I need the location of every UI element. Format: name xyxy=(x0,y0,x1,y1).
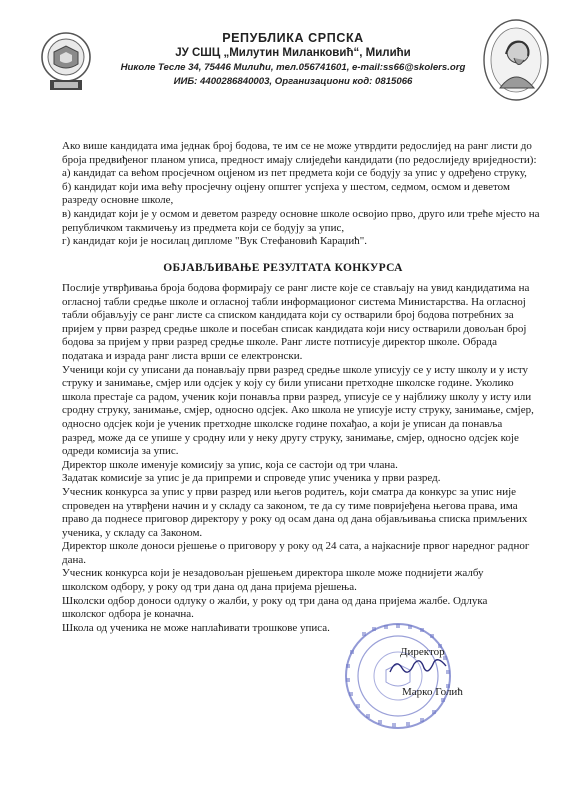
text-line: пријем у први разред средње школе и посебан списак кандидата који нису остварили довољан број xyxy=(62,322,527,335)
school-crest-logo xyxy=(40,30,92,94)
text-line: Учесник конкурса који је незадовољан рјешењем директора школе може поднијети жалбу xyxy=(62,567,484,580)
text-line: струку и занимање, смјер или одсјек у коју су били уписани претходне школске године. Уколико xyxy=(62,377,514,390)
director-name: Марко Голић xyxy=(402,686,463,698)
handwritten-signature xyxy=(388,654,448,678)
text-line: Учесник конкурса за упис у први разред или његов родитељ, који сматра да конкурс за упис није xyxy=(62,485,517,498)
text-line: бодова за пријем у први разред средње школе. Ранг листе потписује директор школе. Обрада xyxy=(62,336,497,349)
text-line: Школа од ученика не може наплаћивати трошкове уписа. xyxy=(62,621,330,634)
text-line: Ученици који су уписани да понављају први разред средње школе уписују се у исту школу и у исту xyxy=(62,363,529,376)
text-line: дана. xyxy=(62,553,86,566)
portrait-seal-logo xyxy=(482,18,550,102)
text-line: школа престаје са радом, ученик који понавља први разред, уписује се у најближу школу у исту или xyxy=(62,390,532,403)
text-line: републичком такмичењу из предмета који се бодују за упис, xyxy=(62,221,345,234)
director-label: Директор xyxy=(400,646,445,658)
text-line: ученика, у складу са Законом. xyxy=(62,526,203,539)
text-line: Ако више кандидата има једнак број бодова, те им се не може утврдити редослијед на ранг листи до xyxy=(62,140,532,152)
letterhead xyxy=(108,31,478,87)
text-line: одреди комисија за упис. xyxy=(62,445,179,458)
letterhead-school: ЈУ СШЦ „Милутин Миланковић“, Милићи xyxy=(175,47,411,59)
text-line: података и израда ранг листа врши се електронски. xyxy=(62,349,303,362)
text-line: сродну струку, занимање, смјер, односно одсјек. Ако школа не уписује исту струку, занимање, смјер, xyxy=(62,404,534,417)
text-line: Послије утврђивања броја бодова формирају се ранг листе које се стављају на увид кандидатима на xyxy=(62,282,530,294)
text-line: односно одсјек који је ученик претходне школске године похађао, а који је уписан да понавља xyxy=(62,417,503,430)
text-line: б) кандидат који има већу просјечну оцјену општег успјеха у шестом, седмом, осмом и деветом xyxy=(62,180,510,193)
results-body xyxy=(62,282,534,635)
text-line: спроведен на утврђени начин и у складу са законом, те да су тиме повријеђена његова права, има xyxy=(62,499,518,512)
text-line: школског одбора је коначна. xyxy=(62,608,194,621)
text-line: Директор школе доноси рјешење о приговору у року од 24 сата, а најкасније првог наредног радног xyxy=(62,540,530,553)
letterhead-address: Николе Тесле 34, 75446 Милићи, тел.056741601, e-mail:ss66@skolers.org xyxy=(120,62,466,73)
text-line: броја предвиђеног планом уписа, предност имају слиједећи кандидати (по редослиједу вриједности): xyxy=(62,153,537,166)
text-line: в) кандидат који је у осмом и деветом разреду основне школе освојио прво, друго или треће мјесто на xyxy=(62,207,540,220)
text-line: право да поднесе приговор директору у року од осам дана од дана објављивања списка примљених xyxy=(62,513,528,526)
text-line: школском одбору, у року од три дана од дана пријема рјешења. xyxy=(62,581,357,594)
letterhead-country: РЕПУБЛИКА СРПСКА xyxy=(222,31,364,45)
text-line: Директор школе именује комисију за упис, која се састоји од три члана. xyxy=(62,458,398,471)
section-title: ОБЈАВЉИВАЊЕ РЕЗУЛТАТА КОНКУРСА xyxy=(163,262,403,274)
text-line: табли објављују се ранг листе са списком кандидата који су остварили број бодова потребних за xyxy=(62,309,514,322)
letterhead-ids: ИИБ: 4400286840003, Организациони код: 0815066 xyxy=(173,76,413,87)
text-line: Задатак комисије за упис је да припреми и спроведе упис ученика у први разред. xyxy=(62,472,441,485)
text-line: г) кандидат који је носилац дипломе "Вук Стефановић Караџић". xyxy=(62,235,367,248)
text-line: огласној табли средње школе и огласној табли информационог система Министарства. На огласној xyxy=(62,295,526,308)
text-line: разред, може да се упише у сродну или у неку другу струку, занимање, смјер, односно одсјек које xyxy=(62,431,519,444)
text-line: а) кандидат са већом просјечном оцјеном из пет предмета који се бодују за упис у одређено струку, xyxy=(62,167,527,180)
text-line: разреду основне школе, xyxy=(62,194,174,207)
ranking-criteria-paragraph xyxy=(62,140,540,249)
text-line: Школски одбор доноси одлуку о жалби, у року од три дана од дана пријема жалбе. Одлука xyxy=(62,594,488,607)
